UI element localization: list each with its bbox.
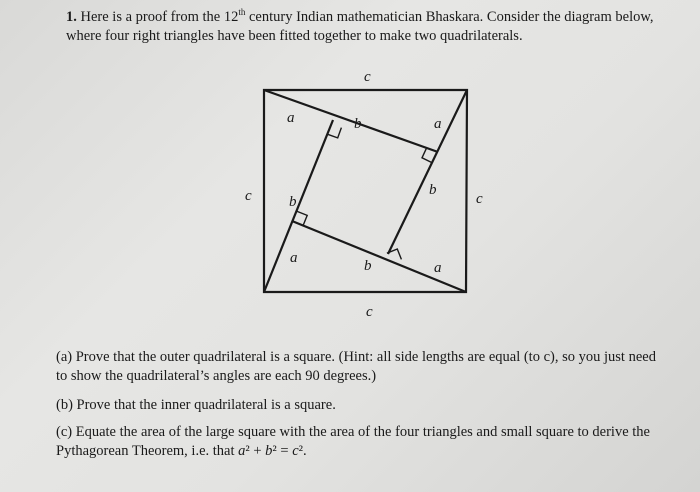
part-c bbox=[56, 423, 656, 461]
label-left-c: c bbox=[245, 188, 252, 204]
diagonal-left bbox=[264, 120, 333, 292]
diagram-svg bbox=[238, 62, 498, 318]
label-a-bottom-left: a bbox=[290, 250, 298, 266]
part-b: (b) Prove that the inner quadrilateral is a square. bbox=[56, 397, 336, 413]
label-b-top: b bbox=[354, 116, 362, 132]
ordinal-suffix: th bbox=[238, 7, 246, 18]
pythagorean-equation: a² + b² = c². bbox=[238, 443, 307, 459]
label-a-top-left: a bbox=[287, 110, 295, 126]
part-a: (a) Prove that the outer quadrilateral is a square. (Hint: all side lengths are equal (to c), so you just need to show the quadrilateral’s angles are each 90 degrees.) bbox=[56, 349, 656, 384]
right-angle-markers bbox=[297, 128, 432, 260]
label-b-right: b bbox=[429, 182, 437, 198]
label-right-c: c bbox=[476, 191, 483, 207]
problem-text-end: century Indian mathematician Bhaskara. Consider the diagram below, where four right triangles have been fitted together to make two quadrilaterals. bbox=[66, 9, 654, 44]
problem-statement bbox=[66, 8, 686, 46]
part-c-text: (c) Equate the area of the large square with the area of the four triangles and small square to derive the Pythagorean Theorem, i.e. that bbox=[56, 424, 650, 459]
label-top-c: c bbox=[364, 69, 371, 85]
diagonal-bottom bbox=[292, 221, 466, 292]
problem-parts bbox=[56, 348, 656, 471]
bhaskara-diagram bbox=[238, 62, 498, 318]
label-bottom-c: c bbox=[366, 304, 373, 320]
label-a-top-right: a bbox=[434, 116, 442, 132]
problem-number: 1. bbox=[66, 9, 77, 25]
diagonal-right bbox=[388, 90, 467, 254]
problem-text-start: Here is a proof from the 12 bbox=[80, 9, 239, 25]
label-a-bottom-right: a bbox=[434, 260, 442, 276]
label-b-bottom: b bbox=[364, 258, 372, 274]
label-b-left: b bbox=[289, 194, 297, 210]
